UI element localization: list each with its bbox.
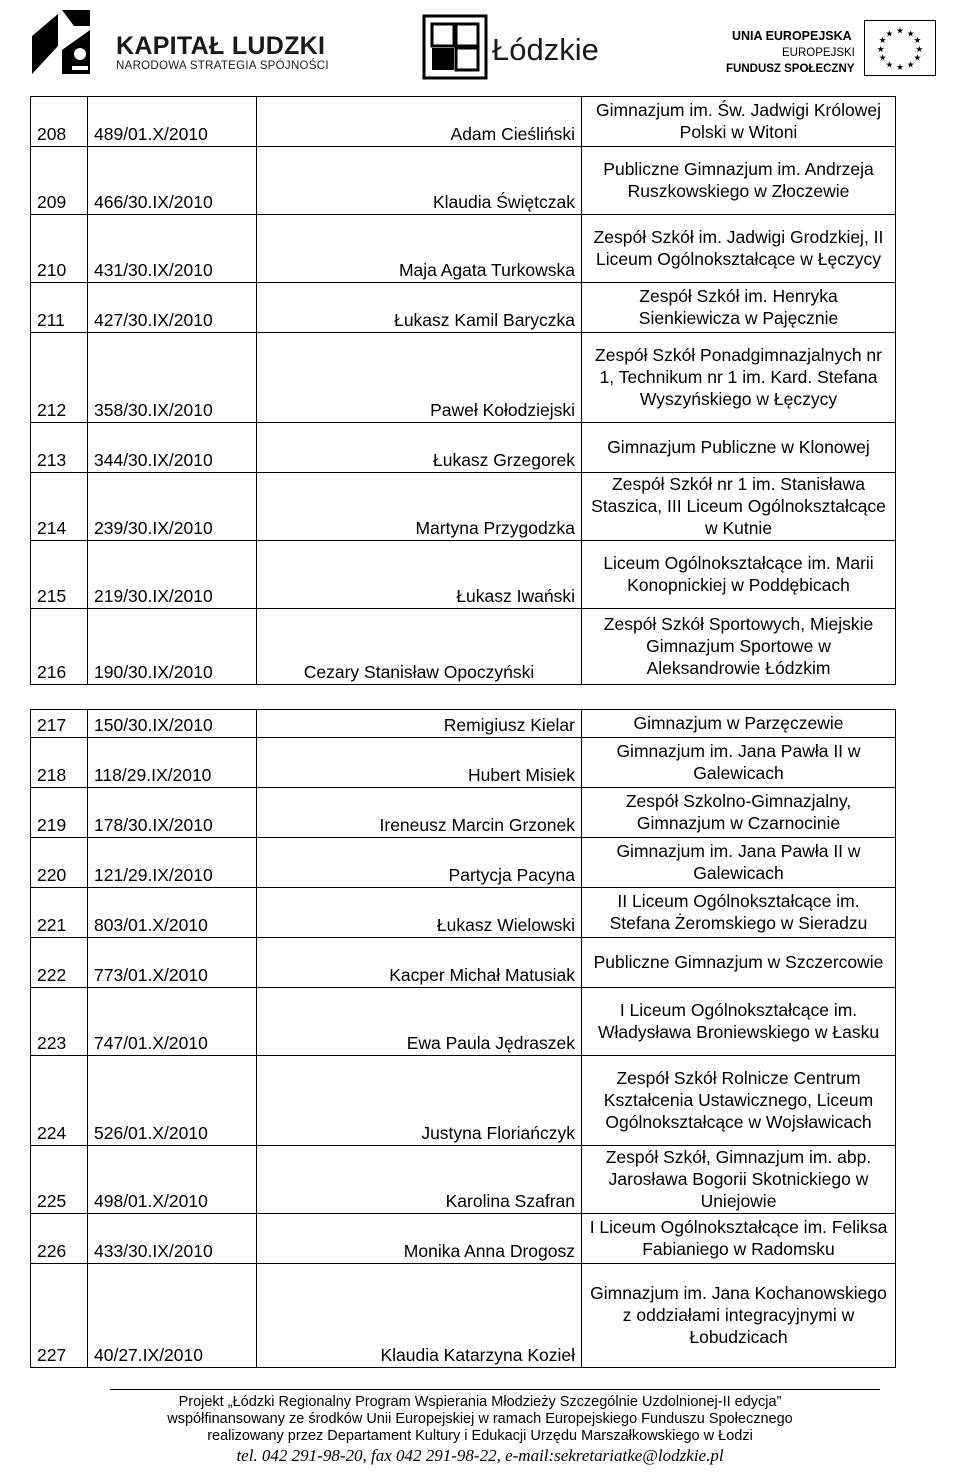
decision-number: 526/01.X/2010	[88, 1056, 257, 1146]
kapital-ludzki-title: KAPITAŁ LUDZKI	[116, 32, 326, 60]
student-name: Maja Agata Turkowska	[257, 215, 582, 283]
footer-implementer-line: realizowany przez Departament Kultury i Edukacji Urzędu Marszałkowskiego w Łodzi	[207, 1428, 753, 1444]
lodzkie-logo	[422, 14, 622, 84]
decision-number: 773/01.X/2010	[88, 938, 257, 988]
row-number: 225	[31, 1146, 88, 1214]
row-number: 224	[31, 1056, 88, 1146]
row-number: 211	[31, 283, 88, 333]
decision-number: 747/01.X/2010	[88, 988, 257, 1056]
table-row	[31, 333, 896, 423]
student-name: Adam Cieśliński	[257, 97, 582, 147]
row-number: 208	[31, 97, 88, 147]
school-name: Zespół Szkół Ponadgimnazjalnych nr 1, Technikum nr 1 im. Kard. Stefana Wyszyńskiego w Łęczycy	[582, 333, 896, 423]
table-row	[31, 710, 896, 738]
student-name: Paweł Kołodziejski	[257, 333, 582, 423]
decision-number: 40/27.IX/2010	[88, 1264, 257, 1368]
page-footer	[0, 1394, 960, 1466]
school-name: Zespół Szkół Sportowych, Miejskie Gimnazjum Sportowe w Aleksandrowie Łódzkim	[582, 609, 896, 685]
school-name: Zespół Szkół, Gimnazjum im. abp. Jarosława Bogorii Skotnickiego w Uniejowie	[582, 1146, 896, 1214]
student-name: Klaudia Świętczak	[257, 147, 582, 215]
row-number: 217	[31, 710, 88, 738]
decision-number: 239/30.IX/2010	[88, 473, 257, 541]
school-name: Gimnazjum im. Św. Jadwigi Królowej Polski w Witoni	[582, 97, 896, 147]
table-row	[31, 147, 896, 215]
decision-number: 178/30.IX/2010	[88, 788, 257, 838]
decision-number: 190/30.IX/2010	[88, 609, 257, 685]
decision-number: 427/30.IX/2010	[88, 283, 257, 333]
row-number: 219	[31, 788, 88, 838]
school-name: Publiczne Gimnazjum w Szczercowie	[582, 938, 896, 988]
row-number: 212	[31, 333, 88, 423]
page-header	[0, 0, 960, 96]
school-name: Zespół Szkolno-Gimnazjalny, Gimnazjum w Czarnocinie	[582, 788, 896, 838]
school-name: Gimnazjum Publiczne w Klonowej	[582, 423, 896, 473]
table-row	[31, 215, 896, 283]
row-number: 218	[31, 738, 88, 788]
student-name: Ireneusz Marcin Grzonek	[257, 788, 582, 838]
student-name: Martyna Przygodzka	[257, 473, 582, 541]
school-name: I Liceum Ogólnokształcące im. Feliksa Fabianiego w Radomsku	[582, 1214, 896, 1264]
row-number: 210	[31, 215, 88, 283]
table-row	[31, 609, 896, 685]
svg-text:★: ★	[878, 36, 887, 47]
row-number: 222	[31, 938, 88, 988]
eu-logo	[700, 18, 940, 78]
decision-number: 344/30.IX/2010	[88, 423, 257, 473]
eu-union-label: UNIA EUROPEJSKA	[732, 29, 852, 43]
student-name: Łukasz Grzegorek	[257, 423, 582, 473]
footer-project-line: Projekt „Łódzki Regionalny Program Wspierania Młodzieży Szczególnie Uzdolnionej-II edycja”	[178, 1394, 782, 1410]
row-number: 214	[31, 473, 88, 541]
student-name: Kacper Michał Matusiak	[257, 938, 582, 988]
footer-divider	[110, 1389, 880, 1390]
eu-fund-label-2: FUNDUSZ SPOŁECZNY	[726, 63, 855, 75]
decision-number: 150/30.IX/2010	[88, 710, 257, 738]
school-name: Zespół Szkół im. Henryka Sienkiewicza w Pajęcznie	[582, 283, 896, 333]
svg-text:★: ★	[876, 44, 885, 55]
student-name: Łukasz Kamil Baryczka	[257, 283, 582, 333]
school-name: Gimnazjum im. Jana Pawła II w Galewicach	[582, 738, 896, 788]
student-name: Ewa Paula Jędraszek	[257, 988, 582, 1056]
school-name: Gimnazjum im. Jana Pawła II w Galewicach	[582, 838, 896, 888]
svg-text:★: ★	[915, 44, 924, 55]
school-name: Publiczne Gimnazjum im. Andrzeja Ruszkowskiego w Złoczewie	[582, 147, 896, 215]
table-row	[31, 541, 896, 609]
table-row	[31, 1146, 896, 1214]
eu-fund-label-1: EUROPEJSKI	[782, 47, 855, 59]
student-name: Hubert Misiek	[257, 738, 582, 788]
school-name: Gimnazjum im. Jana Kochanowskiego z oddziałami integracyjnymi w Łobudzicach	[582, 1264, 896, 1368]
lodzkie-text: Łódzkie	[492, 32, 599, 67]
student-name: Monika Anna Drogosz	[257, 1214, 582, 1264]
svg-text:★: ★	[885, 60, 894, 71]
kapital-ludzki-emblem-icon	[28, 6, 94, 76]
decision-number: 358/30.IX/2010	[88, 333, 257, 423]
decision-number: 498/01.X/2010	[88, 1146, 257, 1214]
decision-number: 466/30.IX/2010	[88, 147, 257, 215]
table-row	[31, 423, 896, 473]
student-name: Remigiusz Kielar	[257, 710, 582, 738]
student-name: Justyna Floriańczyk	[257, 1056, 582, 1146]
table-row	[31, 97, 896, 147]
row-number: 209	[31, 147, 88, 215]
row-number: 223	[31, 988, 88, 1056]
row-number: 226	[31, 1214, 88, 1264]
school-name: I Liceum Ogólnokształcące im. Władysława Broniewskiego w Łasku	[582, 988, 896, 1056]
eu-flag-icon	[864, 20, 936, 76]
table-row	[31, 838, 896, 888]
table-row	[31, 938, 896, 988]
svg-text:★: ★	[913, 36, 922, 47]
table-row	[31, 788, 896, 838]
student-name: Cezary Stanisław Opoczyński	[257, 609, 582, 685]
table-row	[31, 988, 896, 1056]
school-name: Zespół Szkół im. Jadwigi Grodzkiej, II Liceum Ogólnokształcące w Łęczycy	[582, 215, 896, 283]
row-number: 216	[31, 609, 88, 685]
decision-number: 489/01.X/2010	[88, 97, 257, 147]
table-row	[31, 1056, 896, 1146]
svg-text:★: ★	[906, 29, 915, 40]
kapital-ludzki-logo	[28, 6, 329, 76]
kapital-ludzki-subtitle: NARODOWA STRATEGIA SPÓJNOŚCI	[116, 60, 329, 72]
decision-number: 219/30.IX/2010	[88, 541, 257, 609]
student-name: Partycja Pacyna	[257, 838, 582, 888]
svg-text:★: ★	[896, 63, 904, 74]
row-number: 221	[31, 888, 88, 938]
row-number: 220	[31, 838, 88, 888]
table-row	[31, 888, 896, 938]
table-row	[31, 738, 896, 788]
table-row	[31, 1214, 896, 1264]
decision-number: 118/29.IX/2010	[88, 738, 257, 788]
footer-contact-line: tel. 042 291-98-20, fax 042 291-98-22, e-mail:sekretariatke@lodzkie.pl	[236, 1446, 724, 1465]
svg-text:★: ★	[896, 26, 904, 37]
page-gap	[31, 685, 896, 710]
student-name: Łukasz Wielowski	[257, 888, 582, 938]
scholarship-table	[30, 96, 896, 1368]
footer-funding-line: współfinansowany ze środków Unii Europejskiej w ramach Europejskiego Funduszu Społecznego	[167, 1411, 793, 1427]
school-name: Zespół Szkół Rolnicze Centrum Kształcenia Ustawicznego, Liceum Ogólnokształcące w Wojsławicach	[582, 1056, 896, 1146]
svg-text:★: ★	[913, 53, 922, 64]
table-row	[31, 283, 896, 333]
school-name: Gimnazjum w Parzęczewie	[582, 710, 896, 738]
lodzkie-emblem-icon	[422, 14, 488, 80]
table-row	[31, 1264, 896, 1368]
decision-number: 433/30.IX/2010	[88, 1214, 257, 1264]
decision-number: 803/01.X/2010	[88, 888, 257, 938]
table-row	[31, 473, 896, 541]
row-number: 227	[31, 1264, 88, 1368]
school-name: II Liceum Ogólnokształcące im. Stefana Żeromskiego w Sieradzu	[582, 888, 896, 938]
decision-number: 431/30.IX/2010	[88, 215, 257, 283]
student-name: Klaudia Katarzyna Kozieł	[257, 1264, 582, 1368]
row-number: 215	[31, 541, 88, 609]
svg-text:★: ★	[878, 53, 887, 64]
school-name: Zespół Szkół nr 1 im. Stanisława Staszica, III Liceum Ogólnokształcące w Kutnie	[582, 473, 896, 541]
student-name: Łukasz Iwański	[257, 541, 582, 609]
row-number: 213	[31, 423, 88, 473]
decision-number: 121/29.IX/2010	[88, 838, 257, 888]
student-name: Karolina Szafran	[257, 1146, 582, 1214]
svg-text:★: ★	[906, 60, 915, 71]
school-name: Liceum Ogólnokształcące im. Marii Konopnickiej w Poddębicach	[582, 541, 896, 609]
svg-text:★: ★	[885, 29, 894, 40]
